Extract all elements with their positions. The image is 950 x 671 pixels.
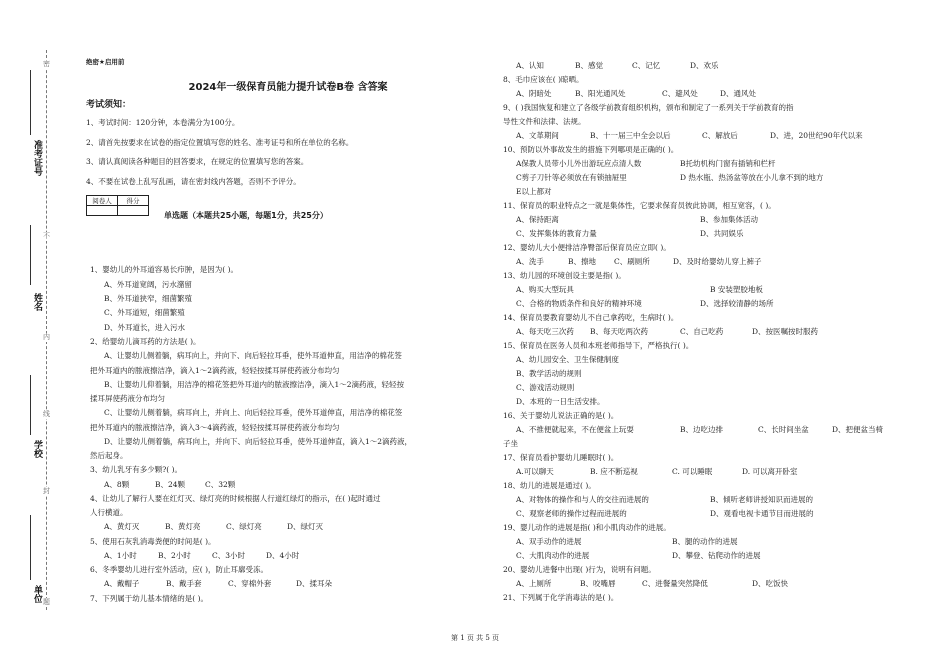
- secret-tag: 绝密★启用前: [86, 58, 125, 66]
- question: 14、保育员要教育婴幼儿不自己拿药吃，生病时( )。: [503, 313, 679, 322]
- danwei-underline: [30, 515, 31, 580]
- option: B、每天吃两次药: [590, 327, 649, 336]
- option: B托幼机构门窗有插销和栏杆: [680, 159, 776, 168]
- question: 18、幼儿的进展是通过( )。: [503, 481, 596, 490]
- option: D、把便盆当椅: [832, 425, 884, 434]
- option: D、4小时: [266, 551, 300, 560]
- question: 21、下列属于化学消毒法的是( )。: [503, 593, 619, 602]
- option: D. 可以离开卧室: [742, 467, 798, 476]
- option: B、2小时: [158, 551, 191, 560]
- option-cont: 把外耳道内的脓液擦洁净，滴入3～4滴药液，轻轻按揉耳屏使药液分布均匀: [90, 423, 340, 432]
- option: D、本班的一日生活安排。: [516, 397, 605, 406]
- label-text: 单位: [32, 585, 42, 603]
- seal-char: 线: [43, 410, 50, 418]
- option: A、对物体的操作和与人的交往而进展的: [516, 495, 649, 504]
- question: 13、幼儿园的环境创设主要是指( )。: [503, 271, 626, 280]
- question-cont: 人行横道。: [90, 508, 128, 517]
- option: C、长时间坐盆: [758, 425, 809, 434]
- option: B. 应不断巡视: [590, 467, 638, 476]
- option: B、咬嘴唇: [580, 579, 616, 588]
- option: C、解放后: [702, 131, 738, 140]
- option: B、外耳道狭窄，细菌繁殖: [104, 294, 193, 303]
- seal-char: 封: [43, 487, 50, 495]
- label-text: 姓名: [32, 293, 42, 311]
- option: C、3小时: [212, 551, 246, 560]
- question: 6、冬季婴幼儿进行室外活动，应( )，防止耳廓受冻。: [90, 565, 269, 574]
- question: 17、保育员看护婴幼儿睡眠时( )。: [503, 453, 619, 462]
- label-zhunkaozheng: [31, 140, 45, 176]
- option-cont: 揉耳屏使药液分布均匀: [90, 394, 165, 403]
- option: A、8颗: [104, 480, 130, 489]
- zhunkaozheng-underline: [30, 70, 31, 135]
- question: 2、给婴幼儿滴耳药的方法是( )。: [90, 337, 201, 346]
- option: A、认知: [516, 61, 544, 70]
- option: B、擦地: [568, 257, 597, 266]
- option: D、欢乐: [690, 61, 719, 70]
- notice-item: 2、请首先按要求在试卷的指定位置填写您的姓名、准考证号和所在单位的名称。: [86, 138, 354, 147]
- option: D、观看电视卡通节目而进展的: [710, 509, 814, 518]
- binding-margin: [0, 0, 70, 671]
- option: A、洗手: [516, 257, 544, 266]
- question: 11、保育员的职业特点之一就是集体性，它要求保育员彼此协调，相互宽容，( )。: [503, 201, 776, 210]
- option: A保教人员带小儿外出游玩应点清人数: [516, 159, 642, 168]
- score-table: [86, 195, 149, 216]
- option: C、刷厕所: [614, 257, 650, 266]
- option: A、让婴幼儿侧着躺，病耳向上，并向下、向后轻拉耳垂，使外耳道伸直，用洁净的棉花签: [104, 351, 402, 360]
- option: D、通风处: [720, 89, 757, 98]
- option: B、倾听老师讲授知识而进展的: [710, 495, 814, 504]
- option: B、教学活动的规则: [516, 369, 582, 378]
- option: C剪子刀针等必须放在有锁抽屉里: [516, 173, 627, 182]
- option: D、进，20世纪90年代以来: [770, 131, 863, 140]
- option: C、记忆: [632, 61, 661, 70]
- page-footer: 第 1 页 共 5 页: [450, 634, 500, 642]
- option: B、阳光通风处: [575, 89, 626, 98]
- option: A、不推便就起来，不在便盆上玩耍: [516, 425, 634, 434]
- question: 3、幼儿乳牙有多少颗?( )。: [90, 465, 183, 474]
- exam-title: 2024年一级保育员能力提升试卷B卷 含答案: [188, 82, 388, 93]
- option: C、合格的物质条件和良好的精神环境: [516, 299, 642, 308]
- question: 4、让幼儿了解行人要在红灯灭、绿灯亮的时候根据人行道红绿灯的指示，在( )起时通过: [90, 494, 381, 503]
- option-cont: 把外耳道内的脓液擦洁净，滴入1～2滴药液，轻轻按揉耳屏使药液分布均匀: [90, 366, 340, 375]
- option: B、24颗: [155, 480, 186, 489]
- question: 5、使用石灰乳消毒粪便的时间是( )。: [90, 537, 216, 546]
- score-header: 得分: [118, 196, 149, 206]
- option: B、黄灯亮: [165, 522, 201, 531]
- reviewer-header: 阅卷人: [87, 196, 118, 206]
- reviewer-cell[interactable]: [87, 206, 118, 216]
- label-text: 准考证号: [32, 140, 42, 176]
- option: D、选择较清静的场所: [700, 299, 774, 308]
- question: 8、毛巾应该在( )晾晒。: [503, 75, 584, 84]
- option: D、让婴幼儿侧着躺，病耳向上，并向下、向后轻拉耳垂，使外耳道伸直，滴入1～2滴药液，: [104, 437, 413, 446]
- option: A、1小时: [104, 551, 137, 560]
- option: C、外耳道短，细菌繁殖: [104, 308, 185, 317]
- option: C、游戏活动规则: [516, 383, 575, 392]
- option-cont: 子坐: [503, 439, 518, 448]
- option: C、自己吃药: [680, 327, 724, 336]
- option: C、大肌肉动作的进展: [516, 551, 590, 560]
- seal-line: [46, 50, 47, 610]
- notice-heading: 考试须知：: [86, 100, 132, 110]
- question: 16、关于婴幼儿说法正确的是( )。: [503, 411, 619, 420]
- option: B、参加集体活动: [700, 215, 759, 224]
- xuexiao-underline: [30, 375, 31, 435]
- option: A、购买大型玩具: [516, 285, 574, 294]
- question: 10、预防以外事故发生的措施下列哪项是正确的( )。: [503, 145, 679, 154]
- option: A、幼儿园安全、卫生保健制度: [516, 355, 619, 364]
- seal-char: 内: [43, 333, 50, 341]
- option: D、吃饭快: [752, 579, 789, 588]
- option: A.可以聊天: [516, 467, 554, 476]
- option: C、发挥集体的教育力量: [516, 229, 597, 238]
- question: 1、婴幼儿的外耳道容易长疖肿，是因为( )。: [90, 265, 239, 274]
- option: A、保持距离: [516, 215, 559, 224]
- option: D、外耳道长，进入污水: [104, 323, 186, 332]
- xingming-underline: [30, 225, 31, 285]
- option: A、每天吃三次药: [516, 327, 574, 336]
- seal-char: 题: [43, 598, 50, 606]
- option: B、腿的动作的进展: [672, 537, 738, 546]
- option: C、避风处: [662, 89, 698, 98]
- seal-char: 不: [43, 232, 50, 240]
- option: C、穿棉外套: [228, 579, 272, 588]
- option: C、进餐量突然降低: [642, 579, 708, 588]
- option: E以上都对: [516, 187, 552, 196]
- label-xuexiao: [31, 440, 45, 458]
- option: C、32颗: [205, 480, 236, 489]
- option: C、让婴幼儿侧着躺，病耳向上，并向上、向后轻拉耳垂，使外耳道伸直，用洁净的棉花签: [104, 408, 403, 417]
- question: 15、保育员在医务人员和本班老师指导下，严格执行( )。: [503, 341, 694, 350]
- question-cont: 导性文件和法律、法规。: [503, 117, 586, 126]
- option-cont: 然后起身。: [90, 451, 128, 460]
- option: B、让婴幼儿仰着躺，用洁净的棉花签把外耳道内的脓液擦洁净，滴入1～2滴药液，轻轻按: [104, 380, 405, 389]
- score-cell[interactable]: [118, 206, 149, 216]
- option: D、攀登、钻爬动作的进展: [672, 551, 761, 560]
- label-xingming: [31, 293, 45, 311]
- option: A、外耳道宽阔，污水潴留: [104, 280, 192, 289]
- question: 19、婴儿动作的进展是指( )和小肌肉动作的进展。: [503, 523, 671, 532]
- option: D、揉耳朵: [296, 579, 333, 588]
- option: D 热水瓶、热汤盆等放在小儿拿不到的地方: [680, 173, 824, 182]
- seal-char: 密: [43, 60, 50, 68]
- label-text: 学校: [32, 440, 42, 458]
- notice-item: 1、考试时间：120分钟，本卷满分为100分。: [86, 118, 240, 127]
- question: 20、婴幼儿进餐中出现( )行为，说明有问题。: [503, 565, 656, 574]
- section-heading: 单选题（本题共25小题，每题1分，共25分）: [164, 211, 328, 220]
- notice-item: 4、不要在试卷上乱写乱画，请在密封线内答题，否则不予评分。: [86, 177, 301, 186]
- option: D、绿灯灭: [287, 522, 324, 531]
- question: 9、( )我国恢复和建立了各级学前教育组织机构，颁布和制定了一系列关于学前教育的指: [503, 103, 794, 112]
- option: A、戴帽子: [104, 579, 140, 588]
- option: A、上厕所: [516, 579, 552, 588]
- option: D、共同娱乐: [700, 229, 744, 238]
- option: A、文革期间: [516, 131, 559, 140]
- option: D、按医嘱按时服药: [752, 327, 819, 336]
- option: B、戴手套: [166, 579, 202, 588]
- option: D、及时给婴幼儿穿上裤子: [673, 257, 762, 266]
- question: 7、下列属于幼儿基本情绪的是( )。: [90, 594, 209, 603]
- question: 12、婴幼儿大小便排洁净臀部后保育员应立即( )。: [503, 243, 671, 252]
- option: A、黄灯灭: [104, 522, 140, 531]
- notice-item: 3、请认真阅读各种题目的回答要求，在规定的位置填写您的答案。: [86, 157, 309, 166]
- option: B、十一届三中全会以后: [590, 131, 671, 140]
- option: C. 可以睡眠: [672, 467, 713, 476]
- option: B、边吃边排: [680, 425, 724, 434]
- option: B 安装塑胶地板: [710, 285, 763, 294]
- option: A、双手动作的进展: [516, 537, 582, 546]
- option: C、绿灯亮: [226, 522, 262, 531]
- option: B、感觉: [575, 61, 604, 70]
- option: A、阴暗处: [516, 89, 552, 98]
- option: C、观察老师的操作过程而进展的: [516, 509, 627, 518]
